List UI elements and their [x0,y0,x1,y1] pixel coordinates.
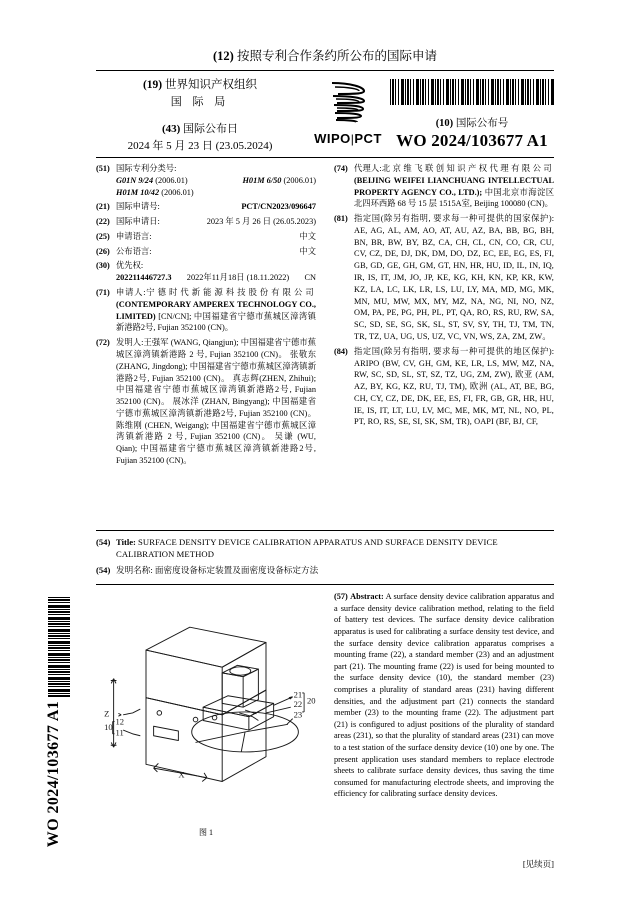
code-51: (51) [96,164,110,173]
inventors-label: 发明人: [116,338,144,348]
application-date-label: 国际申请日: [116,217,160,227]
publication-number: WO 2024/103677 A1 [396,131,548,150]
title-label: Title: [116,537,136,547]
abstract-label: Abstract: [350,592,384,602]
agent-name-en: (BEIJING WEIFEI LIANCHUANG INTELLECTUAL PROPERTY AGENCY CO., LTD.); [354,175,554,197]
document-frame [96,44,555,869]
publication-language-value: 中文 [299,246,316,256]
ipc-symbol-1: H01M 6/50 [242,175,282,185]
ipc-label: 国际专利分类号: [116,164,177,173]
regional-protection-label: 指定国(除另有指明, 要求每一种可提供的地区保护): [354,346,554,356]
bibliographic-columns [96,158,554,530]
bibliographic-left-column [96,163,325,530]
callout-20: 20 [306,695,316,706]
figure-caption: 图 1 [199,828,213,838]
applicant-name-cn: 宁德时代新能源科技股份有限公司 [145,288,316,298]
code-84: (84) [334,346,348,356]
figure-drawing [96,591,316,791]
agent-name-cn: 北京维飞联创知识产权代理有限公司 [381,164,554,173]
publication-language-label: 公布语言: [116,246,152,256]
title-text-cn: 面密度设备标定装置及面密度设备标定方法 [154,565,319,576]
code-10: (10) [435,118,454,129]
ipc-entry-1 [242,175,316,187]
continued-footnote: [见续页] [522,859,554,869]
field-application-date [96,216,316,228]
ipc-row-2 [116,187,316,199]
field-publication-language [96,246,316,258]
organization-line [96,77,304,94]
code-19: (19) [142,79,163,91]
priority-number: 202211446727.3 [116,273,172,283]
applicant-address: 中国福建省宁德市蕉城区漳湾镇新港路2号, Fujian 352100 (CN)。 [116,311,316,333]
field-priority [96,260,316,284]
code-26: (26) [96,246,110,256]
field-ipc [96,163,316,198]
field-title-cn [96,564,554,576]
callout-22: 22 [293,699,303,710]
field-application-number [96,201,316,213]
application-number-label: 国际申请号: [116,202,160,212]
code-54-en: (54) [96,537,111,547]
priority-row [116,272,316,284]
priority-country: CN [304,273,316,283]
masthead-left [96,77,304,154]
priority-date: 2022年11月18日 (18.11.2022) [186,273,290,283]
code-72: (72) [96,338,110,348]
code-30: (30) [96,261,110,271]
code-81: (81) [334,214,348,224]
spine-region [18,595,82,895]
abstract-panel [325,591,554,846]
field-regional-protection [334,346,554,428]
title-block [96,531,554,584]
barcode-icon [390,79,554,105]
code-22: (22) [96,217,110,227]
wipo-wordmark [306,131,390,146]
regional-protection-list: ARIPO (BW, CV, GH, GM, KE, LR, LS, MW, MZ, NA, RW, SC, SD, SL, ST, SZ, TZ, UG, ZM, ZW), 欧亚 (AM, AZ, BY, KG, KZ, RU, TJ, TM), 欧洲 (AL, AT, BE, BG, CH, CY, CZ, DE, DK, EE, ES, FI, FR, GB, GR, HR, HU, IE, IS, IT, LT, LU, LV, MC, ME, MK, MT, NL, NO, PL, PT, RO, RS, SE, SI, SK, SM, TR), OAPI (BF, BJ, CF, [354,358,554,427]
application-date-value: 2023 年 5 月 26 日 (26.05.2023) [206,217,316,227]
pct-label: PCT [354,131,382,146]
ipc-row-1 [116,175,316,187]
field-agent [334,163,554,210]
code-57: (57) [334,592,348,602]
vertical-barcode-icon [48,597,70,697]
figure-panel [96,591,325,846]
spine-publication-number: WO 2024/103677 A1 [45,700,62,848]
applicant-name-en: (CONTEMPORARY AMPEREX TECHNOLOGY CO., LIMITED) [116,299,316,321]
wipo-separator: | [350,132,355,146]
field-designated-states [334,213,554,343]
ipc-symbol-2: H01M 10/42 [116,187,160,197]
priority-label: 优先权: [116,261,144,271]
field-title-en [96,536,554,560]
publication-date-label: 国际公布日 [183,122,239,135]
field-filing-language [96,231,316,243]
field-inventors [96,337,316,467]
bureau-name: 国 际 局 [170,95,230,108]
designated-states-label: 指定国(除另有指明, 要求每一种可提供的国家保护): [354,214,554,224]
organization-name: 世界知识产权组织 [165,79,258,91]
field-applicant [96,287,316,334]
agent-address: 中国北京市海淀区北四环西路 68 号 15 层 1515A室, Beijing 100080 (CN)。 [354,187,555,209]
abstract-text: A surface density device calibration apparatus and a surface density device calibration method, relating to the field of battery test devices. The surface density device calibration apparatus is used for calibrating a surface density test device, and the surface density device calibration apparatus comprises a mounting frame (22), a standard member (23) and an adjustment part (21). The mounting frame (22) is used for being mounted to the surface density device (10), the standard member (23) comprises a plurality of standard areas (231) having different densities, and the adjustment part (21) connects the standard member (23) to the mounting frame (22). The adjustment part (21) is configured to adjust positions of the plurality of standard areas (231), so that the plurality of standard areas (231) can move to a test station of the surface density device (10) one by one. The present application uses standard members to replace electrode sheets to calibrate surface density devices, thus saving the time consumed for manufacturing electrode sheets, and improving the efficiency for calibrating surface density devices. [334,592,554,799]
filing-language-label: 申请语言: [116,231,152,241]
callout-23: 23 [293,709,303,720]
filing-language-value: 中文 [299,231,316,241]
publication-date-label-line [96,122,304,138]
wipo-swirl-icon [324,79,372,127]
masthead [96,71,554,157]
axis-label-z: Z [104,708,110,719]
code-74: (74) [334,164,348,173]
header-kind-title: 按照专利合作条约所公布的国际申请 [236,49,437,63]
applicant-nationality: [CN/CN]; [158,311,192,321]
code-54-cn: (54) [96,565,111,576]
title-text-en: SURFACE DENSITY DEVICE CALIBRATION APPARATUS AND SURFACE DENSITY DEVICE CALIBRATION METHOD [116,537,498,560]
ipc-entry-0 [116,175,188,187]
publication-number-label: 国际公布号 [455,118,509,129]
wipo-label: WIPO [314,131,351,146]
ipc-version-1: (2006.01) [283,175,316,185]
agent-label: 代理人: [354,164,382,173]
figure-abstract-row [96,585,554,846]
callout-12: 12 [115,716,125,727]
axis-label-x: X [178,769,185,780]
inventors-text: 王强军 (WANG, Qiangjun); 中国福建省宁德市蕉城区漳湾镇新港路 2 号, Fujian 352100 (CN)。 张敬东 (ZHANG, Jingdong); 中国福建省宁德市蕉城区漳湾镇新港路2号, Fujian 352100 (CN)。 真志辉(ZHEN, Zhihui); 中国福建省宁德市蕉城区漳湾镇新港路2号, Fujian 352100 (CN)。 展冰洋 (ZHAN, Bingyang); 中国福建省宁德市蕉城区漳湾镇新港路2号, Fujian 352100 (CN)。 陈维刚 (CHEN, Weigang); 中国福建省宁德市蕉城区漳湾镇新港路 2 号, Fujian 352100 (CN)。 吴谦 (WU, Qian); 中国福建省宁德市蕉城区漳湾镇新港路2号, Fujian 352100 (CN)。 [116,338,316,465]
code-25: (25) [96,231,110,241]
designated-states-list: AE, AG, AL, AM, AO, AT, AU, AZ, BA, BB, BG, BH, BN, BR, BW, BY, BZ, CA, CH, CL, CN, CO, CR, CU, CV, CZ, DE, DJ, DK, DM, DO, DZ, EC, EE, EG, ES, FI, GB, GD, GE, GH, GM, GT, HN, HR, HU, ID, IL, IN, IQ, IR, IS, IT, JM, JO, JP, KE, KG, KH, KN, KP, KR, KW, KZ, LA, LC, LK, LR, LS, LU, LY, MA, MD, MG, MK, MN, MU, MW, MX, MY, MZ, NA, NG, NI, NO, NZ, OM, PA, PE, PG, PH, PL, PT, QA, RO, RS, RU, RW, SA, SC, SD, SE, SG, SK, SL, ST, SV, SY, TH, TJ, TM, TN, TR, TZ, UA, UG, US, UZ, VC, VN, WS, ZA, ZM, ZW。 [354,225,554,341]
code-21: (21) [96,202,110,212]
publication-date-value: 2024 年 5 月 23 日 (23.05.2024) [127,139,273,152]
wipo-logo [304,77,390,157]
application-number-value: PCT/CN2023/096647 [241,202,316,212]
callout-10: 10 [104,722,113,733]
bibliographic-right-column [325,163,554,530]
title-label-cn: 发明名称: [116,565,153,576]
header-kind-line [96,46,554,64]
applicant-label: 申请人: [116,288,146,298]
callout-21: 21 [293,689,303,700]
code-71: (71) [96,288,110,298]
masthead-right [390,77,554,151]
ipc-symbol-0: G01N 9/24 [116,175,154,185]
ipc-version-0: (2006.01) [155,175,188,185]
publication-number-label-line [390,115,554,130]
ipc-version-2: (2006.01) [161,187,194,197]
callout-11: 11 [115,727,124,738]
code-43: (43) [161,122,181,135]
code-12: (12) [213,49,234,63]
